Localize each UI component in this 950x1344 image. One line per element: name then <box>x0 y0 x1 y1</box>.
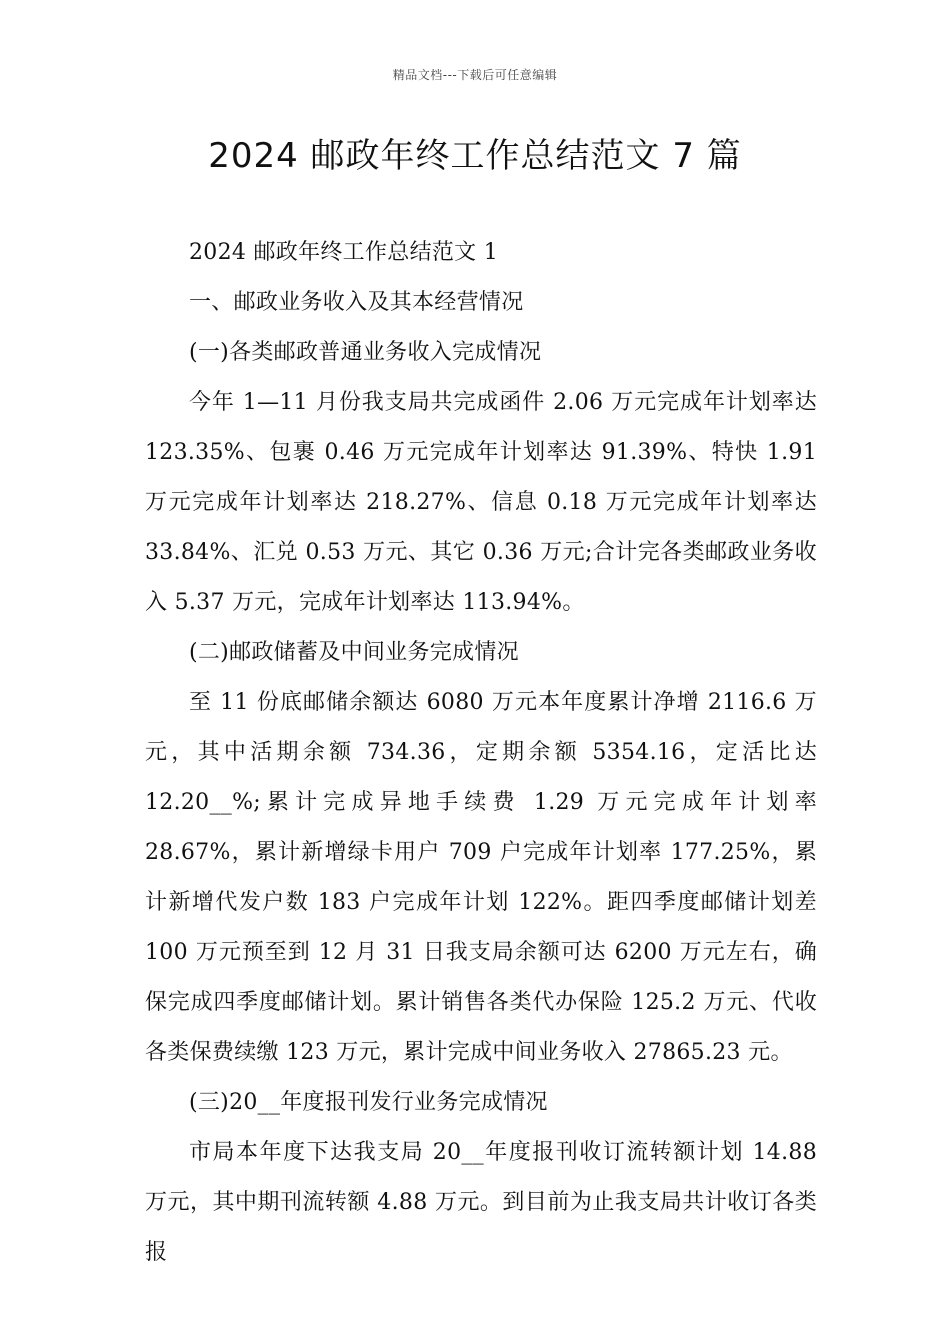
header-note: 精品文档---下载后可任意编辑 <box>392 68 558 82</box>
section-heading: 2024 邮政年终工作总结范文 1 <box>189 240 499 265</box>
body-paragraph: 市局本年度下达我支局 20__年度报刊收订流转额计划 14.88 万元，其中期刊流转额 4.88 万元。到目前为止我支局共计收订各类报 <box>145 1140 817 1265</box>
section-heading: 一、邮政业务收入及其本经营情况 <box>189 290 524 315</box>
subsection-heading: (三)20__年度报刊发行业务完成情况 <box>189 1090 548 1115</box>
subsection-heading: (二)邮政储蓄及中间业务完成情况 <box>189 640 519 665</box>
subsection-heading: (一)各类邮政普通业务收入完成情况 <box>189 340 542 365</box>
document-title: 2024 邮政年终工作总结范文 7 篇 <box>208 136 742 176</box>
body-paragraph: 今年 1—11 月份我支局共完成函件 2.06 万元完成年计划率达 123.35%、包裹 0.46 万元完成年计划率达 91.39%、特快 1.91 万元完成年计划率达 218.27%、信息 0.18 万元完成年计划率达 33.84%、汇兑 0.53 万元、其它 0.36 万元;合计完各类邮政业务收入 5.37 万元，完成年计划率达 113.94%。 <box>145 390 817 615</box>
document-body <box>145 228 817 1278</box>
body-paragraph: 至 11 份底邮储余额达 6080 万元本年度累计净增 2116.6 万元，其中活期余额 734.36，定期余额 5354.16，定活比达 12.20__%;累计完成异地手续费 1.29 万元完成年计划率 28.67%，累计新增绿卡用户 709 户完成年计划率 177.25%，累计新增代发户数 183 户完成年计划 122%。距四季度邮储计划差 100 万元预至到 12 月 31 日我支局余额可达 6200 万元左右，确保完成四季度邮储计划。累计销售各类代办保险 125.2 万元、代收各类保费续缴 123 万元，累计完成中间业务收入 27865.23 元。 <box>145 690 817 1065</box>
